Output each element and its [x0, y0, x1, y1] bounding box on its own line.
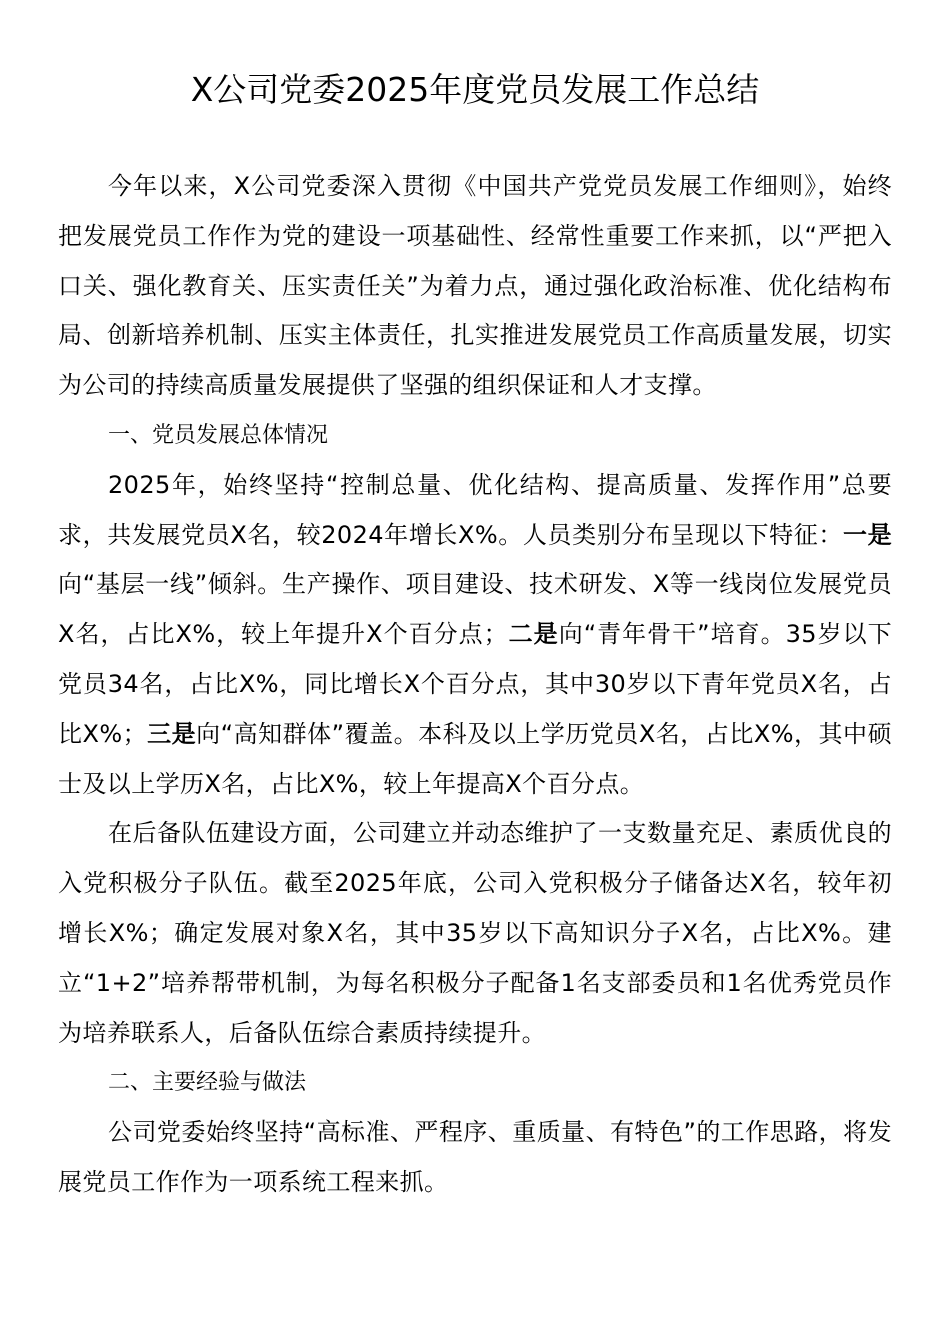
section-heading-overview: 一、党员发展总体情况 [108, 422, 329, 448]
overview-text-2: 向“基层一线”倾斜。生产操作、项目建设、技术研发、X等一线岗位发展党员X名，占比X%，较上年提升X个百分点； [58, 570, 892, 649]
overview-text-4: 向“高知群体”覆盖。本科及以上学历党员X名，占比X%，其中硕士及以上学历X名，占比X%，较上年提高X个百分点。 [58, 719, 892, 798]
intro-paragraph: 今年以来，X公司党委深入贯彻《中国共产党党员发展工作细则》，始终把发展党员工作作为党的建设一项基础性、经常性重要工作来抓，以“严把入口关、强化教育关、压实责任关”为着力点，通过强化政治标准、优化结构布局、创新培养机制、压实主体责任，扎实推进发展党员工作高质量发展，切实为公司的持续高质量发展提供了坚强的组织保证和人才支撑。 [58, 172, 892, 400]
reserve-team-paragraph: 在后备队伍建设方面，公司建立并动态维护了一支数量充足、素质优良的入党积极分子队伍。截至2025年底，公司入党积极分子储备达X名，较年初增长X%；确定发展对象X名，其中35岁以下高知识分子X名，占比X%。建立“1+2”培养帮带机制，为每名积极分子配备1名支部委员和1名优秀党员作为培养联系人，后备队伍综合素质持续提升。 [58, 819, 892, 1047]
overview-text-1: 2025年，始终坚持“控制总量、优化结构、提高质量、发挥作用”总要求，共发展党员X名，较2024年增长X%。人员类别分布呈现以下特征： [58, 470, 892, 549]
section-heading-experience: 二、主要经验与做法 [108, 1070, 307, 1096]
document-page [58, 62, 892, 1208]
point-two-label: 二是 [508, 620, 559, 649]
document-title: X公司党委2025年度党员发展工作总结 [190, 70, 760, 109]
experience-paragraph: 公司党委始终坚持“高标准、严程序、重质量、有特色”的工作思路，将发展党员工作作为一项系统工程来抓。 [58, 1118, 892, 1196]
overview-text-3: 向“青年骨干”培育。35岁以下党员34名，占比X%，同比增长X个百分点，其中30岁以下青年党员X名，占比X%； [58, 620, 892, 748]
point-three-label: 三是 [146, 719, 197, 748]
point-one-label: 一是 [842, 520, 892, 549]
overview-paragraph [58, 461, 892, 810]
